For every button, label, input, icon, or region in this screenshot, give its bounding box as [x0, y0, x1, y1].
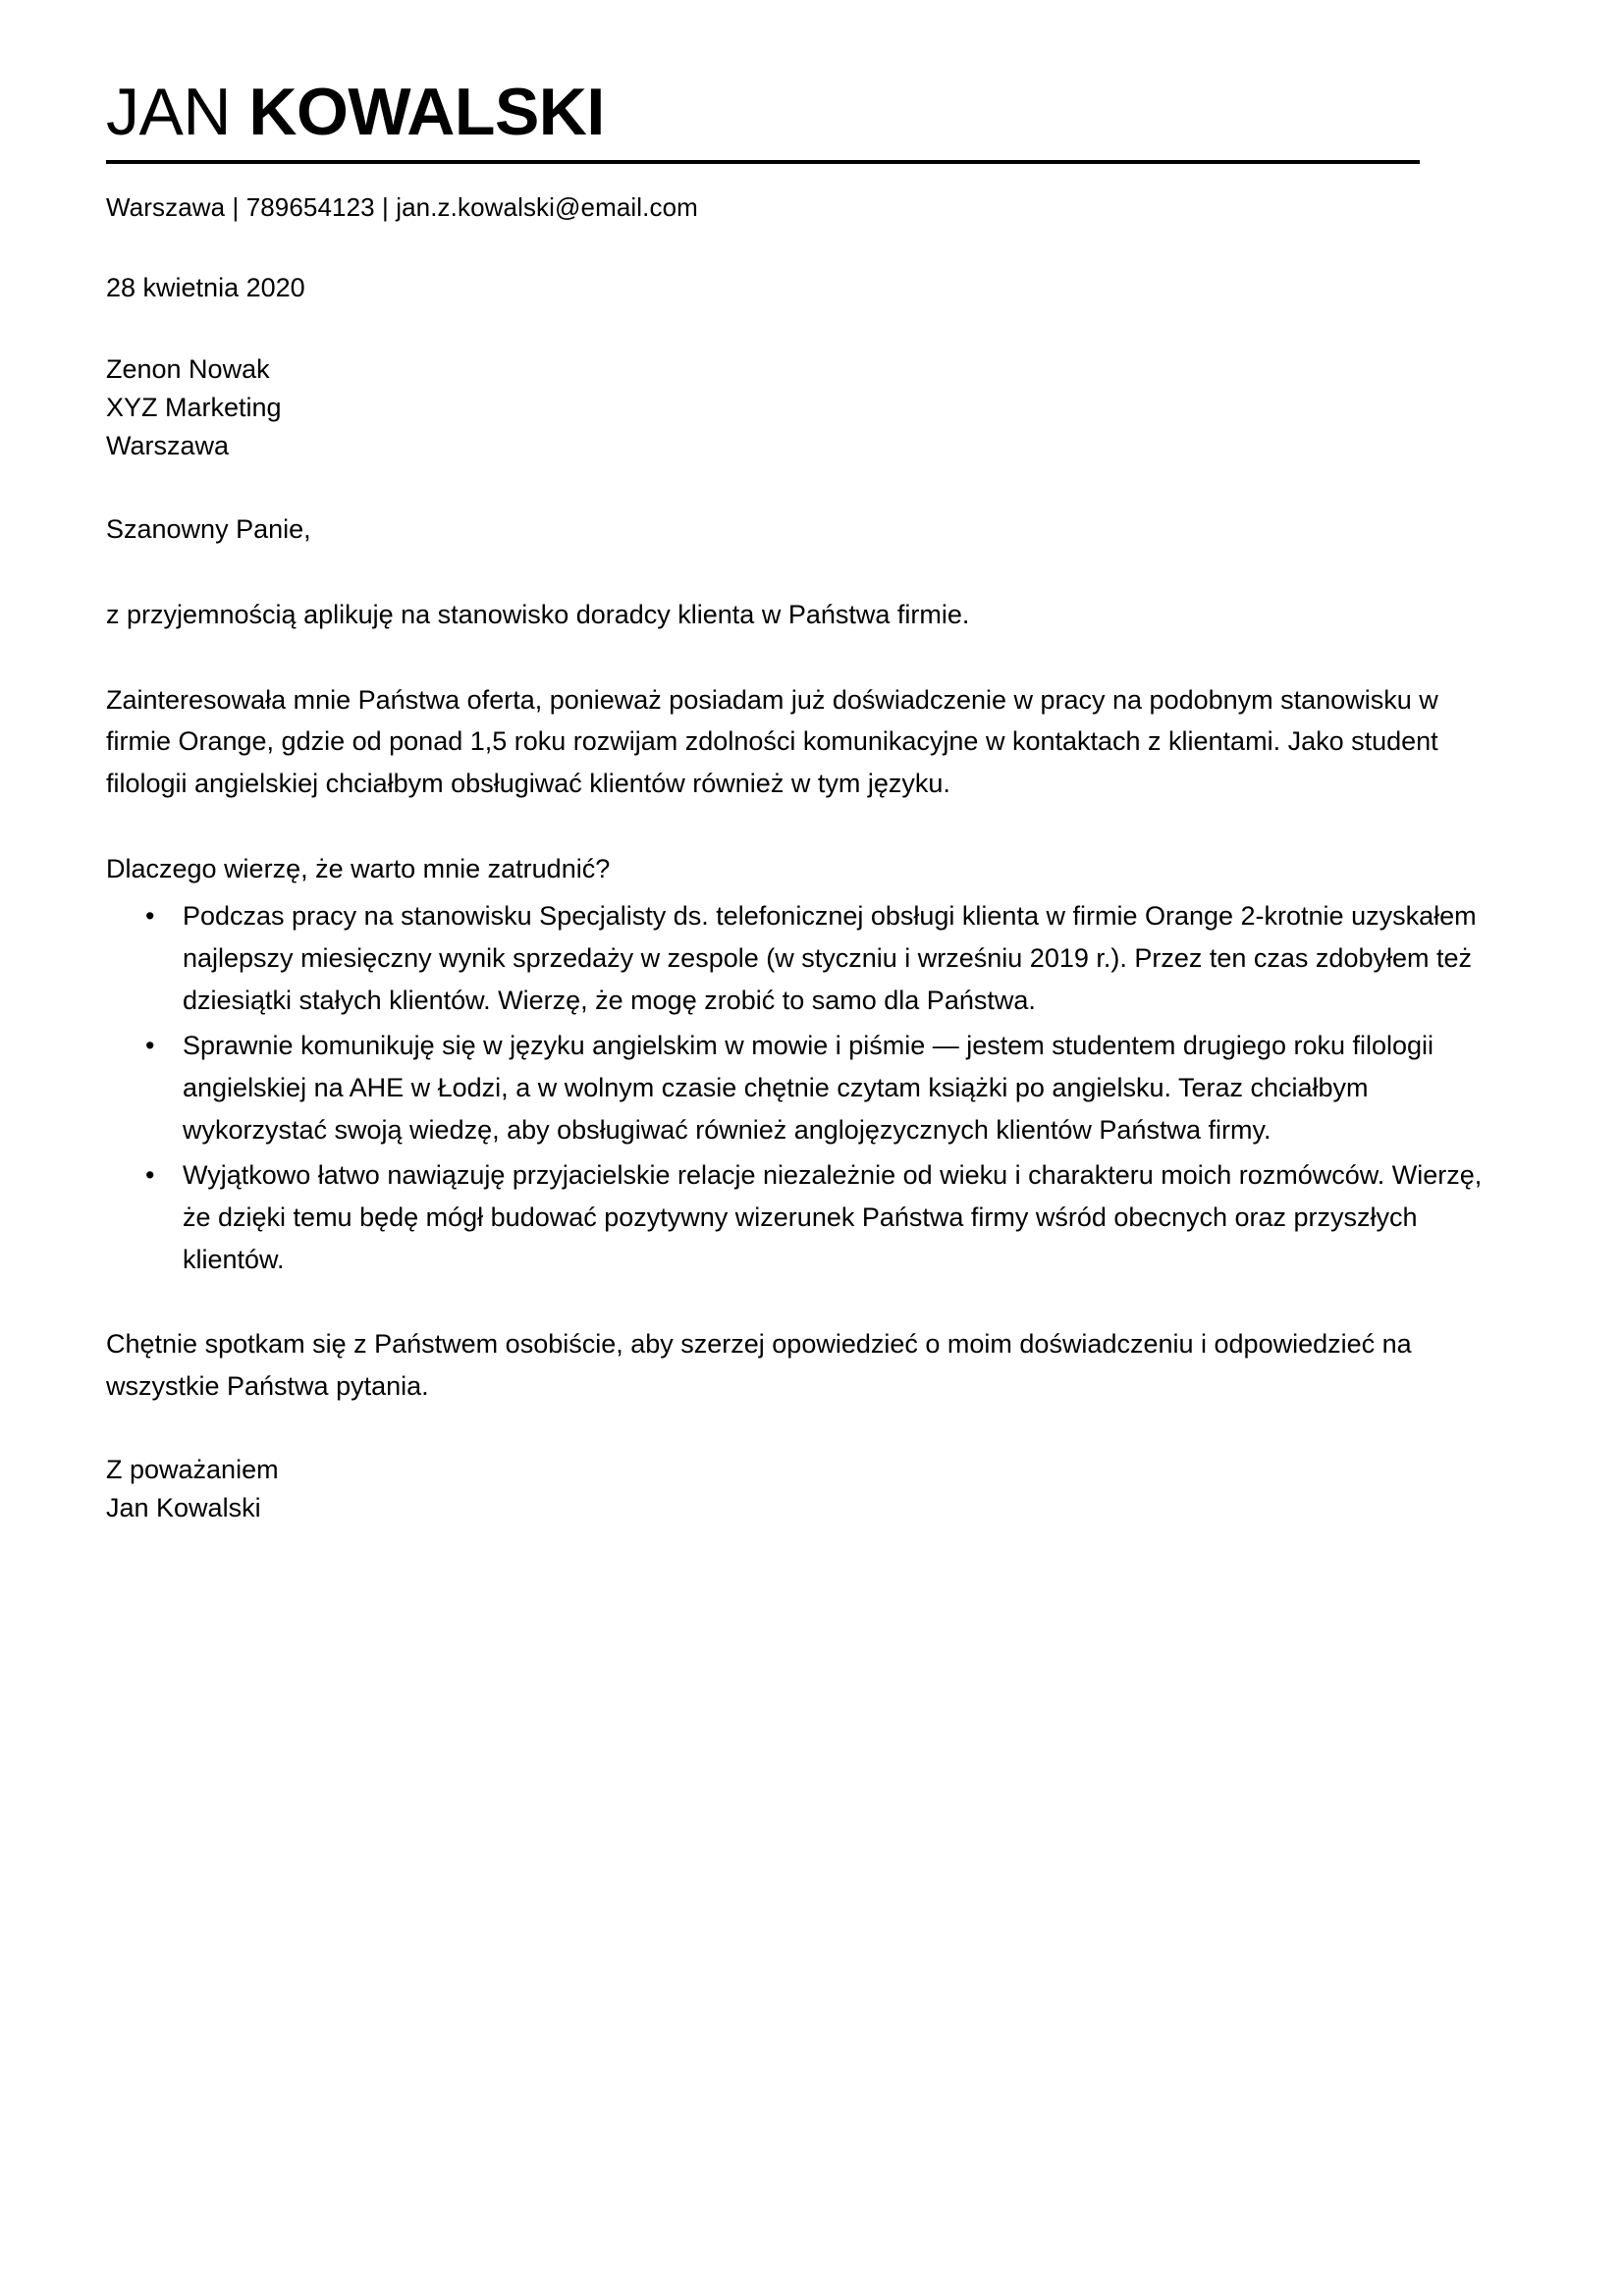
opening-paragraph: z przyjemnością aplikuję na stanowisko doradcy klienta w Państwa firmie.: [106, 600, 970, 630]
recipient-city: Warszawa: [106, 431, 230, 461]
list-item-text: Wyjątkowo łatwo nawiązuję przyjacielskie relacje niezależnie od wieku i charakteru moich rozmówców. Wierzę, że dzięki temu będę mógł budować pozytywny wizerunek Państwa firmy wśród obecnych oraz przyszłych klientów.: [183, 1160, 1483, 1274]
letter-date: 28 kwietnia 2020: [106, 272, 305, 302]
first-name: JAN: [106, 75, 231, 149]
page-title: [106, 77, 1520, 148]
bullets-intro: Dlaczego wierzę, że warto mnie zatrudnić?: [106, 853, 611, 883]
list-item: [145, 1154, 1488, 1280]
closing-paragraph: Chętnie spotkam się z Państwem osobiście, aby szerzej opowiedzieć o moim doświadczeniu i odpowiedzieć na wszystkie Państwa pytania.: [106, 1329, 1412, 1401]
bullet-icon: •: [145, 901, 155, 932]
list-item-text: Podczas pracy na stanowisku Specjalisty ds. telefonicznej obsługi klienta w firmie Orange 2-krotnie uzyskałem najlepszy miesięczny wynik sprzedaży w zespole (w styczniu i wrześniu 2019 r.). Przez ten czas zdobyłem też dziesiątki stałych klientów. Wierzę, że mogę zrobić to samo dla Państwa.: [183, 901, 1477, 1015]
body-paragraph: Zainteresowała mnie Państwa oferta, ponieważ posiadam już doświadczenie w pracy na podobnym stanowisku w firmie Orange, gdzie od ponad 1,5 roku rozwijam zdolności komunikacyjne w kontaktach z klientami. Jako student filologii angielskiej chciałbym obsługiwać klientów również w tym języku.: [106, 684, 1438, 799]
signoff: Z poważaniem: [106, 1454, 279, 1484]
salutation: Szanowny Panie,: [106, 514, 311, 545]
list-item-text: Sprawnie komunikuję się w języku angielskim w mowie i piśmie — jestem studentem drugiego roku filologii angielskiej na AHE w Łodzi, a w wolnym czasie chętnie czytam książki po angielsku. Teraz chciałbym wykorzystać swoją wiedzę, aby obsługiwać również anglojęzycznych klientów Państwa firmy.: [183, 1031, 1434, 1145]
signature-block: [106, 1451, 1520, 1527]
opening-paragraph-block: [106, 594, 1520, 636]
date-block: [106, 269, 1520, 307]
salutation-block: [106, 508, 1520, 551]
achievements-list: [106, 895, 1520, 1280]
letter-content: [106, 77, 1520, 1527]
recipient-name: Zenon Nowak: [106, 353, 270, 384]
header-divider: [106, 160, 1420, 164]
closing-paragraph-block: [106, 1323, 1520, 1407]
bullets-section: [106, 848, 1520, 1281]
recipient-company: XYZ Marketing: [106, 393, 282, 423]
list-item: [145, 895, 1488, 1021]
last-name: KOWALSKI: [248, 75, 605, 149]
signature-name: Jan Kowalski: [106, 1492, 261, 1522]
body-paragraph-block: [106, 679, 1520, 805]
list-item: [145, 1025, 1488, 1150]
contact-line: Warszawa | 789654123 | jan.z.kowalski@email.com: [106, 192, 698, 223]
bullet-icon: •: [145, 1031, 155, 1061]
bullet-icon: •: [145, 1160, 155, 1191]
recipient-block: [106, 350, 1520, 465]
